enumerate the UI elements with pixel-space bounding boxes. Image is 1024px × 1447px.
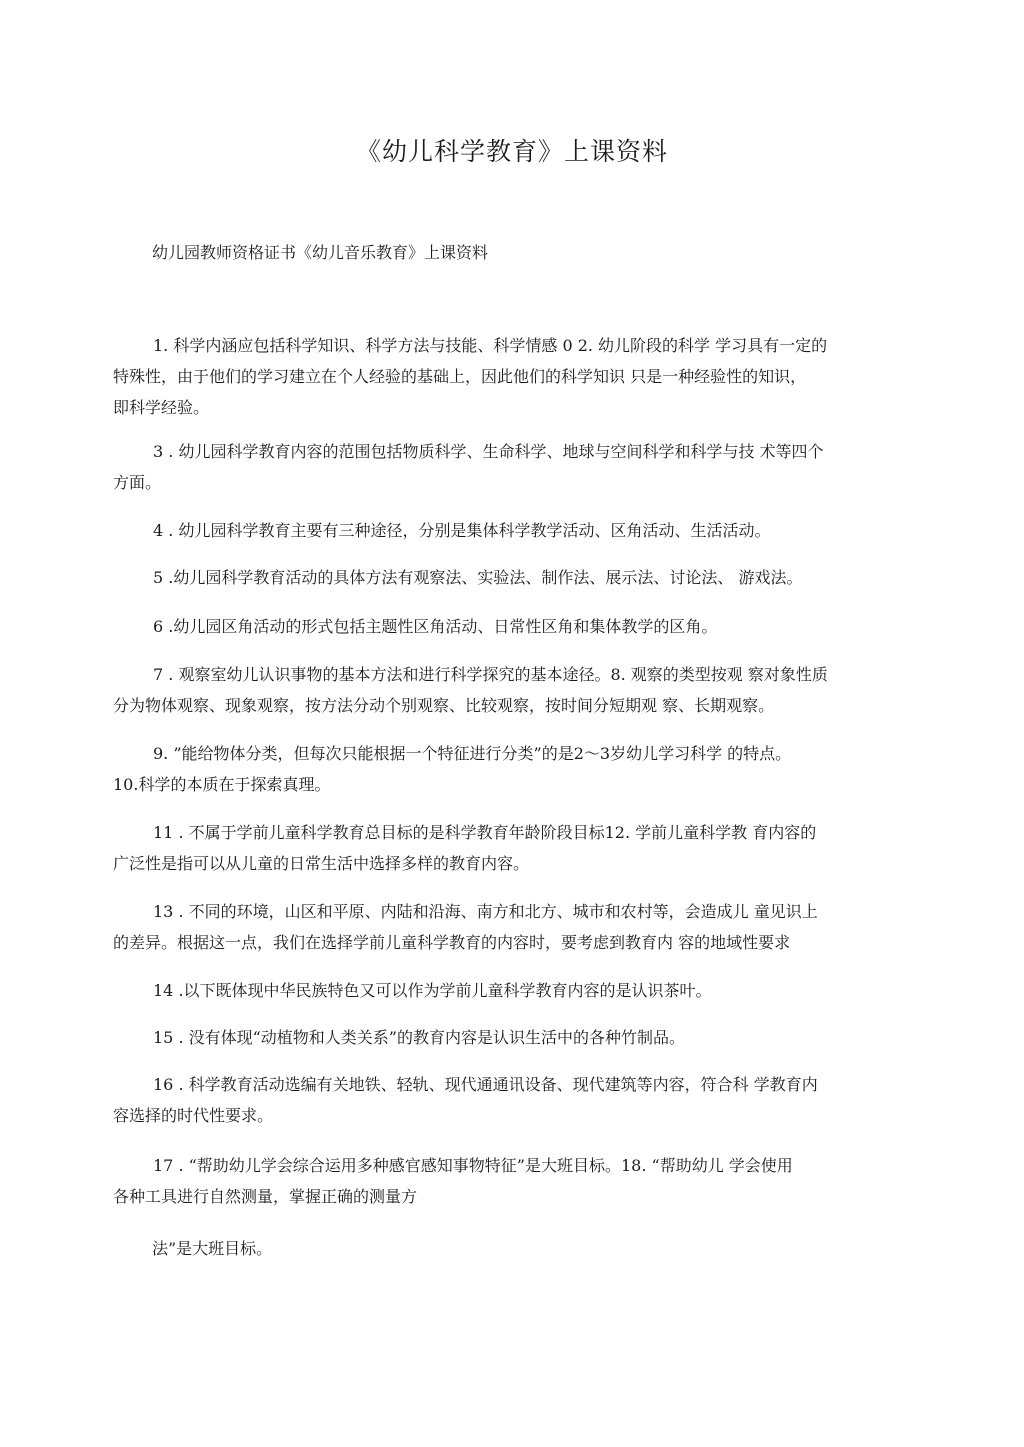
paragraph-4 [113,515,913,546]
paragraph-6 [113,611,913,642]
paragraph-line: 16 . 科学教育活动选编有关地铁、轻轨、现代通通讯设备、现代建筑等内容，符合科 学教育内 [153,1075,818,1094]
document-subtitle: 幼儿园教师资格证书《幼儿音乐教育》上课资料 [152,243,489,262]
paragraph-line: 13 . 不同的环境，山区和平原、内陆和沿海、南方和北方、城市和农村等，会造成儿 童见识上 [153,902,818,921]
paragraph-line: 各种工具进行自然测量，掌握正确的测量方 [113,1187,418,1206]
paragraph-11 [113,817,913,879]
paragraph-line: 的差异。根据这一点，我们在选择学前儿童科学教育的内容时，要考虑到教育内 容的地域性要求 [113,933,791,952]
paragraph-line: 14 .以下既体现中华民族特色又可以作为学前儿童科学教育内容的是认识茶叶。 [153,981,712,1000]
paragraph-line: 7 . 观察室幼儿认识事物的基本方法和进行科学探究的基本途径。8. 观察的类型按观 察对象性质 [153,665,828,684]
paragraph-1 [113,330,913,423]
paragraph-5 [113,562,913,593]
paragraph-3 [113,436,913,498]
paragraph-line: 6 .幼儿园区角活动的形式包括主题性区角活动、日常性区角和集体教学的区角。 [153,617,718,636]
paragraph-16 [113,1069,913,1131]
paragraph-line: 11 . 不属于学前儿童科学教育总目标的是科学教育年龄阶段目标12. 学前儿童科学教 育内容的 [153,823,817,842]
paragraph-line: 容选择的时代性要求。 [113,1106,274,1125]
paragraph-line: 5 .幼儿园科学教育活动的具体方法有观察法、实验法、制作法、展示法、讨论法、 游戏法。 [153,568,803,587]
paragraph-17 [113,1150,913,1212]
paragraph-7 [113,659,913,721]
paragraph-line: 4 . 幼儿园科学教育主要有三种途径，分别是集体科学教学活动、区角活动、生活活动。 [153,521,771,540]
paragraph-9 [113,738,913,800]
paragraph-line: 1. 科学内涵应包括科学知识、科学方法与技能、科学情感 0 2. 幼儿阶段的科学 学习具有一定的 [153,336,828,355]
paragraph-line: 特殊性，由于他们的学习建立在个人经验的基础上，因此他们的科学知识 只是一种经验性的知识， [113,367,807,386]
paragraph-14 [113,975,913,1006]
paragraph-line: 广泛性是指可以从儿童的日常生活中选择多样的教育内容。 [113,854,530,873]
paragraph-line: 即科学经验。 [113,398,210,417]
paragraph-tail: 法”是大班目标。 [152,1239,273,1258]
paragraph-line: 分为物体观察、现象观察，按方法分动个别观察、比较观察，按时间分短期观 察、长期观察。 [113,696,775,715]
document-title: 《幼儿科学教育》上课资料 [355,137,668,166]
paragraph-line: 9. ”能给物体分类，但每次只能根据一个特征进行分类”的是2～3岁幼儿学习科学 的特点。 [153,744,792,763]
paragraph-15 [113,1022,913,1053]
paragraph-line: 方面。 [113,473,162,492]
paragraph-line: 10.科学的本质在于探索真理。 [113,775,331,794]
paragraph-13 [113,896,913,958]
paragraph-line: 17 . “帮助幼儿学会综合运用多种感官感知事物特征”是大班目标。18. “帮助幼儿 学会使用 [153,1156,793,1175]
paragraph-line: 3 . 幼儿园科学教育内容的范围包括物质科学、生命科学、地球与空间科学和科学与技 术等四个 [153,442,824,461]
paragraph-line: 15 . 没有体现“动植物和人类关系”的教育内容是认识生活中的各种竹制品。 [153,1028,685,1047]
